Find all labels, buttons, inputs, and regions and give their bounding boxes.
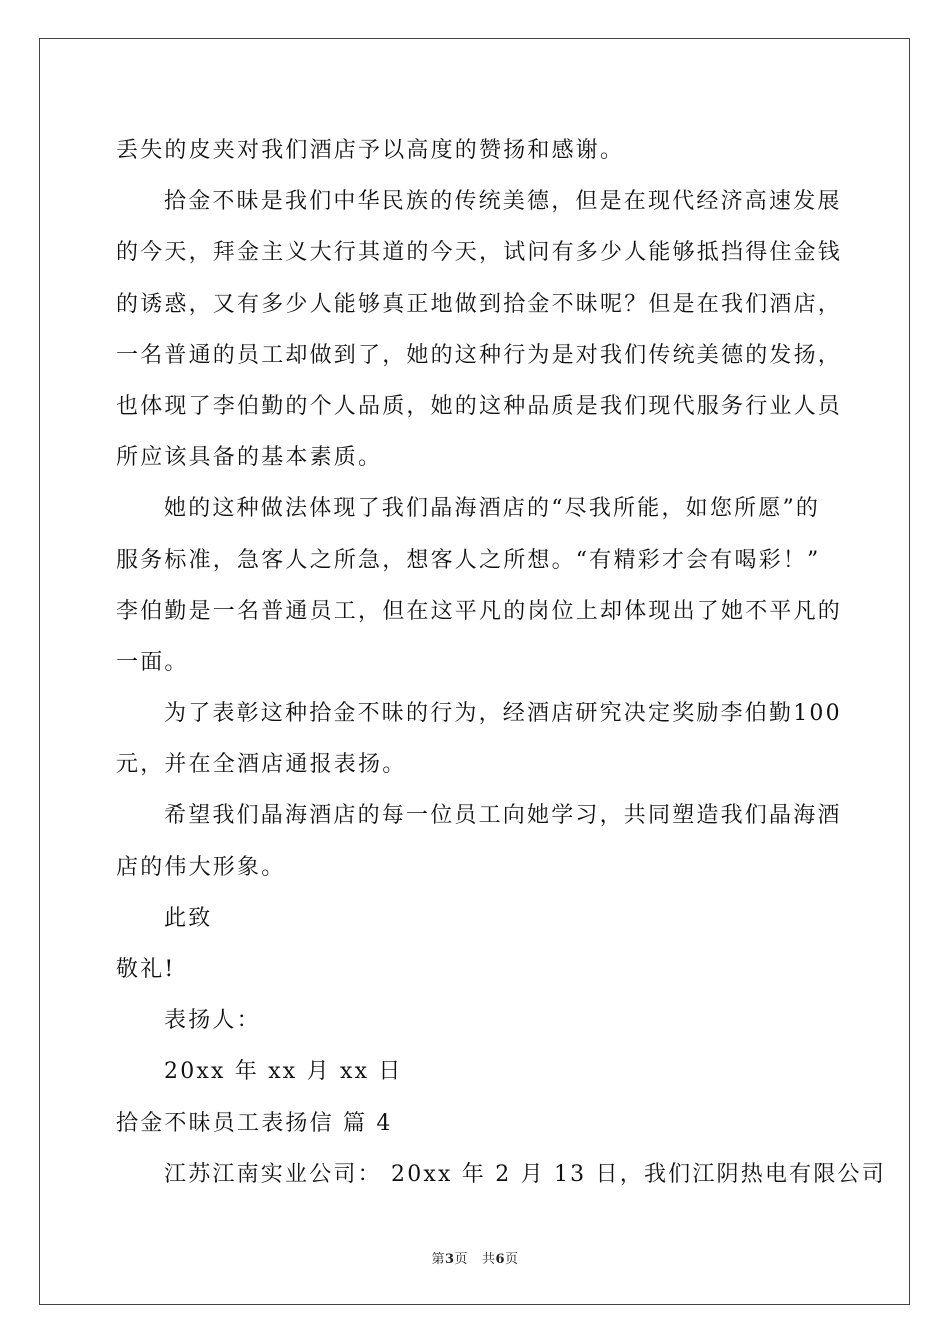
- total-prefix: 共: [481, 1252, 496, 1267]
- text-line: 所应该具备的基本素质。: [116, 445, 383, 471]
- text-line: 的今天，拜金主义大行其道的今天，试问有多少人能够抵挡得住金钱: [116, 240, 843, 266]
- text-line: 为了表彰这种拾金不昧的行为，经酒店研究决定奖励李伯勤100: [164, 701, 842, 727]
- text-line: 一名普通的员工却做到了，她的这种行为是对我们传统美德的发扬，: [116, 342, 843, 368]
- closing-salutation: 此致: [164, 905, 213, 931]
- text-line: 店的伟大形象。: [116, 854, 286, 880]
- text-line: 希望我们晶海酒店的每一位员工向她学习，共同塑造我们晶海酒: [164, 803, 842, 829]
- text-line: 李伯勤是一名普通员工，但在这平凡的岗位上却体现出了她不平凡的: [116, 598, 843, 624]
- text-line: 的诱惑，又有多少人能够真正地做到拾金不昧呢？但是在我们酒店，: [116, 291, 843, 317]
- page-suffix: 页: [454, 1252, 469, 1267]
- signature-label: 表扬人：: [164, 1008, 261, 1034]
- text-line: 元，并在全酒店通报表扬。: [116, 752, 407, 778]
- page-footer: [0, 1248, 950, 1267]
- text-line: 江苏江南实业公司： 20xx 年 2 月 13 日，我们江阴热电有限公司: [164, 1161, 886, 1187]
- total-suffix: 页: [505, 1252, 519, 1267]
- text-line: 一面。: [116, 649, 189, 675]
- text-line: 也体现了李伯勤的个人品质，她的这种品质是我们现代服务行业人员: [116, 393, 843, 419]
- text-line: 服务标准，急客人之所急，想客人之所想。“有精彩才会有喝彩！”: [116, 547, 821, 573]
- page-total: 6: [495, 1252, 506, 1267]
- page-current: 3: [444, 1252, 455, 1267]
- text-line: 丢失的皮夹对我们酒店予以高度的赞扬和感谢。: [116, 138, 625, 163]
- closing-regards: 敬礼!: [116, 957, 176, 982]
- section-heading: 拾金不昧员工表扬信 篇 4: [116, 1110, 393, 1136]
- text-line: 拾金不昧是我们中华民族的传统美德，但是在现代经济高速发展: [164, 189, 842, 215]
- page-prefix: 第: [431, 1252, 445, 1267]
- text-line: 她的这种做法体现了我们晶海酒店的“尽我所能，如您所愿”的: [164, 496, 821, 522]
- signature-date: 20xx 年 xx 月 xx 日: [164, 1059, 403, 1085]
- document-body: [116, 125, 886, 1200]
